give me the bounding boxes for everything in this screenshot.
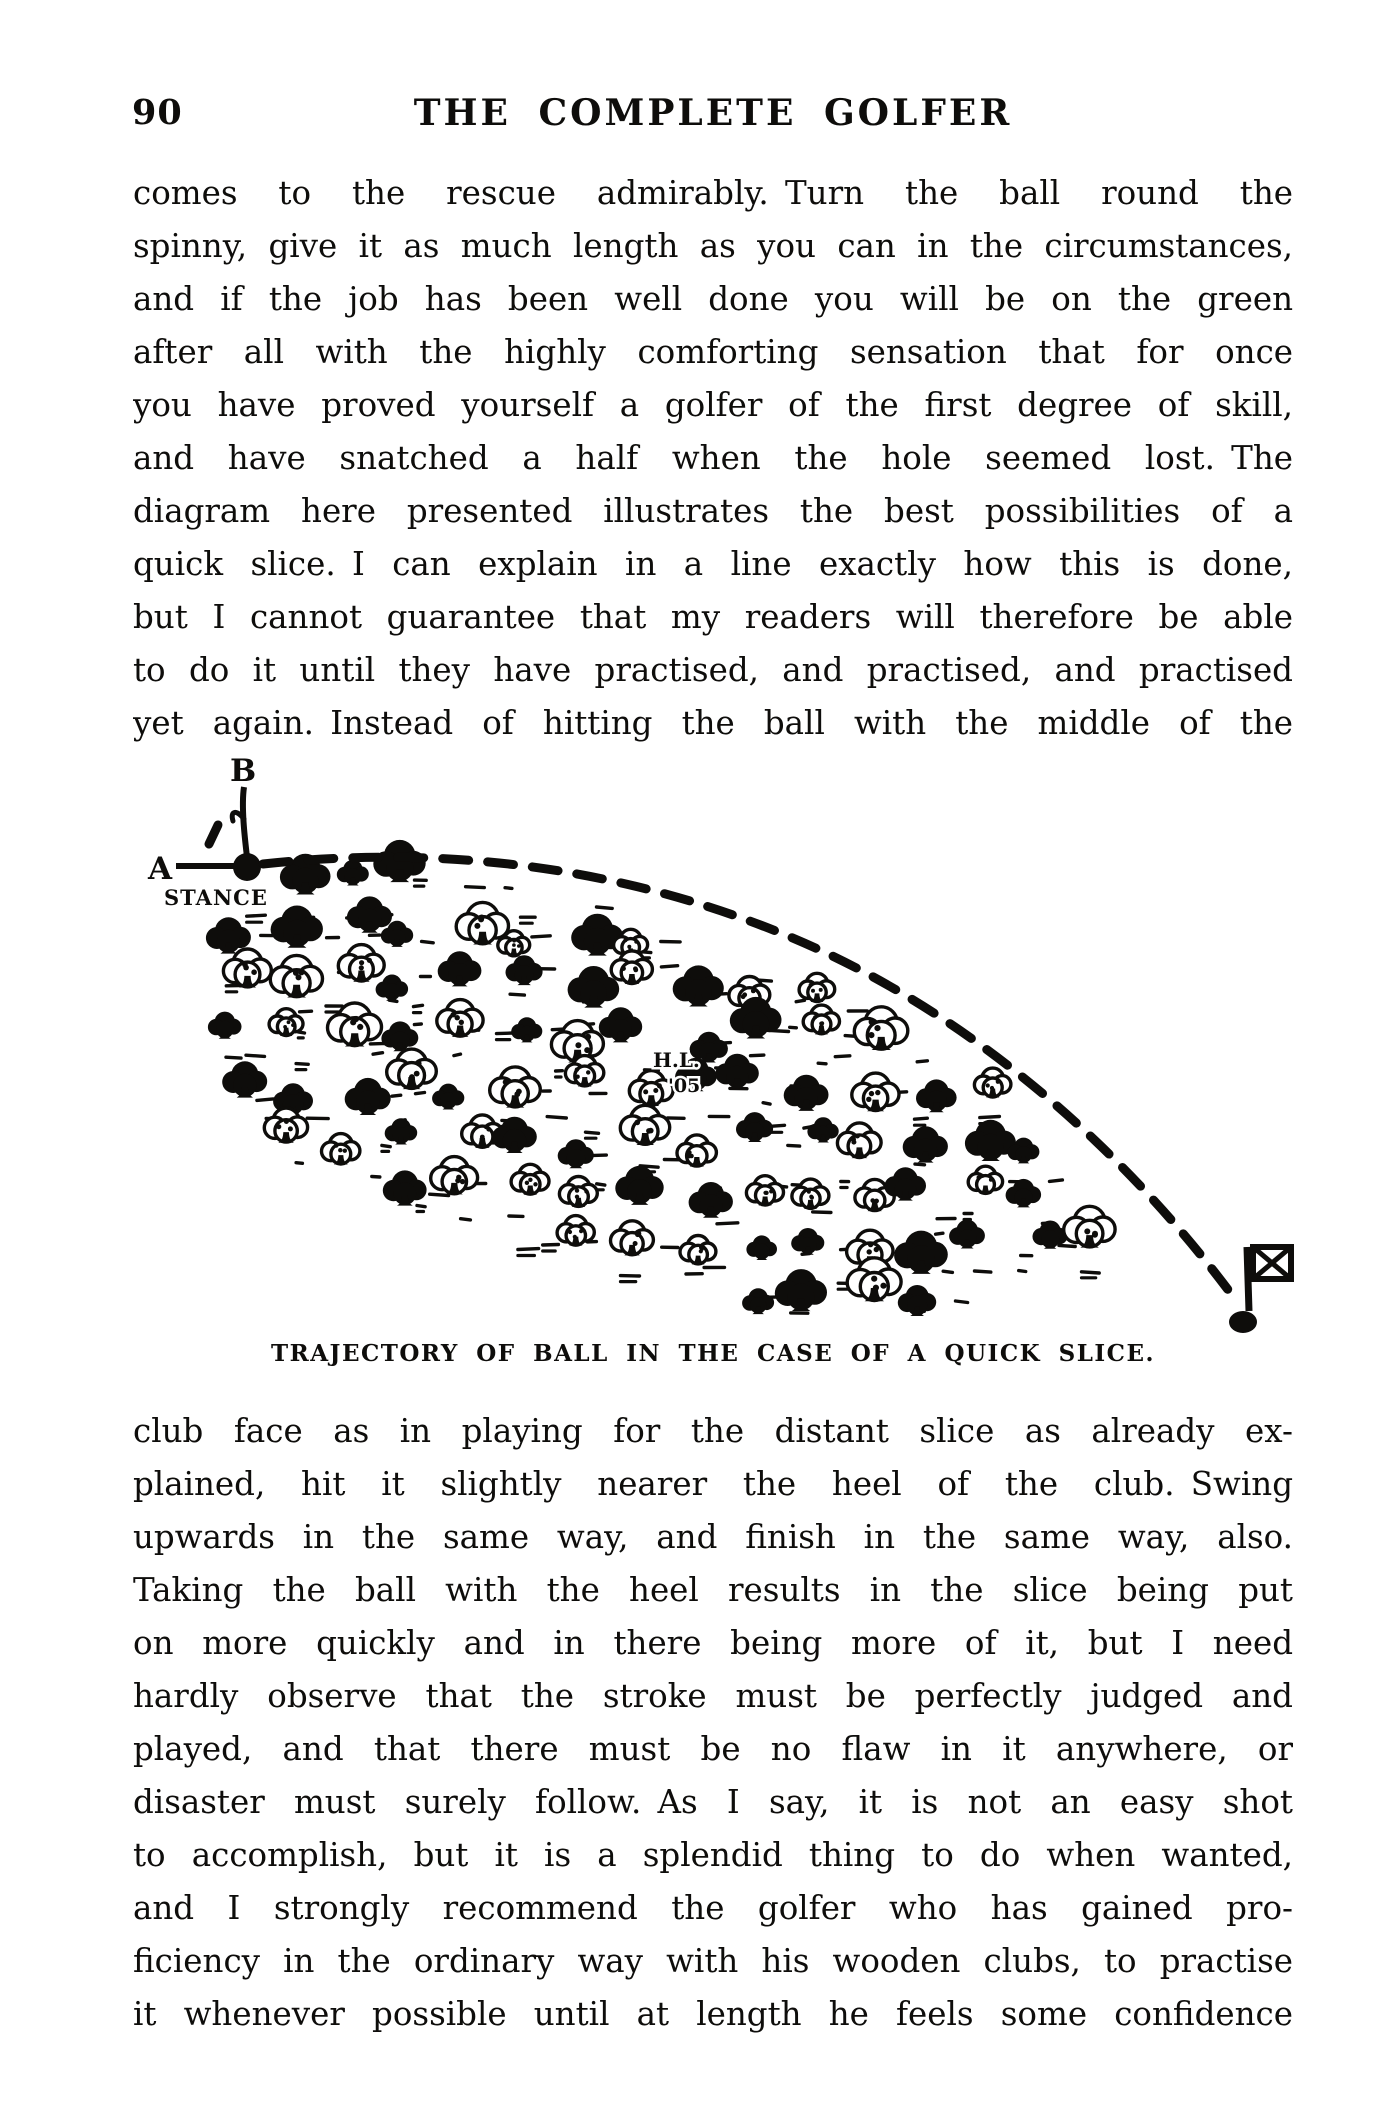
- text-line: ficiency in the ordinary way with his wooden clubs, to practise: [133, 1942, 1293, 1980]
- ground-stroke: [790, 1027, 797, 1028]
- ground-stroke: [373, 1053, 382, 1055]
- illustrator-signature: H.L.: [653, 1048, 700, 1072]
- illustrator-signature-year: '05: [668, 1075, 701, 1097]
- ball-marker: [233, 853, 261, 881]
- ground-stroke: [454, 1054, 461, 1056]
- ground-stroke: [917, 1061, 927, 1062]
- text-line: on more quickly and in there being more of it, but I need: [133, 1624, 1293, 1662]
- tree-glyph: [791, 1228, 824, 1255]
- tree-glyph: [381, 1021, 418, 1051]
- ground-stroke: [392, 1095, 401, 1096]
- ground-stroke: [414, 1005, 423, 1006]
- stance-line-vertical: [243, 787, 247, 857]
- ground-stroke: [382, 1145, 390, 1146]
- tree-glyph: [916, 1079, 957, 1112]
- stance-line-hook: [232, 812, 244, 821]
- tree-glyph: [558, 1139, 594, 1168]
- ground-stroke: [980, 1117, 1000, 1118]
- tree-glyph: [264, 1108, 307, 1143]
- tree-glyph: [338, 945, 384, 982]
- ground-stroke: [717, 1223, 738, 1224]
- text-line: club face as in playing for the distant slice as already ex-: [133, 1412, 1293, 1450]
- tree-glyph: [736, 1112, 773, 1142]
- text-line: comes to the rescue admirably. Turn the ball round the: [133, 174, 1293, 212]
- ground-stroke: [414, 1024, 421, 1025]
- point-label-a: A: [148, 851, 173, 887]
- tree-glyph: [884, 1167, 926, 1200]
- direction-tick: [209, 825, 218, 844]
- ground-stroke: [586, 1132, 599, 1133]
- text-line: Taking the ball with the heel results in the slice being put: [133, 1571, 1293, 1609]
- tree-glyph: [629, 1071, 673, 1106]
- tree-glyph: [611, 1221, 654, 1256]
- ground-stroke: [796, 1000, 804, 1001]
- text-line: yet again. Instead of hitting the ball with the middle of the: [133, 704, 1293, 742]
- ground-stroke: [505, 888, 512, 889]
- flag-icon: [1229, 1247, 1291, 1333]
- ground-stroke: [915, 1164, 925, 1165]
- ground-stroke: [372, 1177, 380, 1178]
- ground-stroke: [300, 1011, 312, 1012]
- ground-stroke: [975, 1271, 991, 1272]
- tree-glyph: [775, 1269, 827, 1311]
- tree-glyph: [222, 1061, 267, 1097]
- ground-stroke: [1082, 1272, 1100, 1273]
- text-line: upwards in the same way, and finish in the same way, also.: [133, 1518, 1293, 1556]
- ground-stroke: [466, 887, 485, 888]
- tree-glyph: [894, 1231, 948, 1274]
- ground-stroke: [430, 1194, 449, 1195]
- tree-glyph: [903, 1126, 948, 1162]
- tree-glyph: [746, 1176, 783, 1206]
- ground-stroke: [915, 1118, 928, 1119]
- tree-glyph: [949, 1220, 985, 1249]
- text-line: quick slice. I can explain in a line exactly how this is done,: [133, 545, 1293, 583]
- tree-glyph: [784, 1075, 829, 1111]
- ground-stroke: [751, 1055, 764, 1056]
- ground-stroke: [532, 936, 550, 937]
- stance-label: STANCE: [164, 885, 268, 910]
- tree-glyph: [611, 951, 652, 984]
- tree-glyph: [208, 1012, 242, 1039]
- text-line: spinny, give it as much length as you can in the circumstances,: [133, 227, 1293, 265]
- tree-glyph: [715, 1054, 758, 1089]
- ground-stroke: [763, 1103, 770, 1104]
- tree-glyph: [337, 860, 369, 886]
- ground-stroke: [417, 1206, 425, 1207]
- tree-glyph: [511, 1164, 549, 1194]
- text-line: after all with the highly comforting sensation that for once: [133, 333, 1293, 371]
- running-title: THE COMPLETE GOLFER: [413, 92, 1013, 134]
- tree-glyph: [437, 1000, 483, 1037]
- tree-glyph: [345, 1078, 391, 1115]
- ground-stroke: [835, 1056, 850, 1057]
- tree-glyph: [803, 1005, 839, 1034]
- tree-glyph: [492, 1117, 537, 1153]
- tree-glyph: [742, 1288, 774, 1314]
- ground-stroke: [936, 1233, 943, 1234]
- ground-stroke: [956, 1301, 968, 1303]
- ground-stroke: [247, 915, 266, 916]
- paragraph-1: [133, 167, 1293, 750]
- tree-glyph: [673, 965, 724, 1006]
- ground-stroke: [497, 1033, 514, 1034]
- text-line: and if the job has been well done you will be on the green: [133, 280, 1293, 318]
- hole-ball-marker: [1229, 1311, 1257, 1333]
- tree-glyph: [974, 1068, 1011, 1097]
- point-label-b: B: [230, 753, 257, 789]
- ground-stroke: [226, 1057, 241, 1058]
- tree-glyph: [854, 1007, 907, 1050]
- tree-glyph: [271, 906, 323, 948]
- text-line: and have snatched a half when the hole seemed lost. The: [133, 439, 1293, 477]
- ground-stroke: [416, 1093, 425, 1094]
- tree-glyph: [511, 1017, 542, 1042]
- tree-glyph: [438, 951, 482, 986]
- text-line: plained, hit it slightly nearer the heel of the club. Swing: [133, 1465, 1293, 1503]
- text-line: to accomplish, but it is a splendid thing to do when wanted,: [133, 1836, 1293, 1874]
- tree-glyph: [746, 1235, 777, 1260]
- tree-glyph: [557, 1216, 594, 1246]
- ground-stroke: [461, 1219, 471, 1220]
- tree-glyph: [677, 1135, 716, 1167]
- tree-glyph: [387, 1049, 437, 1089]
- tree-glyph: [559, 1177, 597, 1207]
- tree-glyph: [223, 949, 271, 988]
- tree-glyph: [799, 973, 835, 1002]
- ground-stroke: [422, 941, 434, 942]
- ground-stroke: [597, 1184, 605, 1185]
- text-line: it whenever possible until at length he feels some confidence: [133, 1995, 1293, 2033]
- text-line: played, and that there must be no flaw in it anywhere, or: [133, 1730, 1293, 1768]
- ground-stroke: [1059, 1245, 1075, 1246]
- tree-glyph: [620, 1105, 669, 1145]
- forest-illustration: [206, 840, 1115, 1316]
- tree-glyph: [431, 1157, 478, 1195]
- tree-glyph: [385, 1118, 417, 1144]
- tree-glyph: [505, 955, 542, 985]
- ground-stroke: [661, 966, 677, 967]
- trajectory-figure: [0, 745, 1390, 1345]
- tree-glyph: [376, 975, 408, 1001]
- ground-stroke: [813, 1212, 831, 1213]
- tree-glyph: [837, 1123, 881, 1158]
- tree-glyph: [432, 1084, 464, 1110]
- tree-glyph: [599, 1007, 642, 1042]
- tree-glyph: [490, 1067, 541, 1108]
- tree-glyph: [689, 1182, 733, 1218]
- text-line: you have proved yourself a golfer of the first degree of skill,: [133, 386, 1293, 424]
- ground-stroke: [547, 1117, 566, 1118]
- ground-stroke: [510, 994, 524, 995]
- ground-stroke: [1050, 1180, 1063, 1182]
- ground-stroke: [543, 1245, 559, 1246]
- tree-glyph: [615, 1166, 663, 1205]
- tree-glyph: [328, 1003, 382, 1046]
- ground-stroke: [1019, 1271, 1026, 1272]
- ground-stroke: [257, 1099, 273, 1101]
- ground-stroke: [518, 1249, 539, 1250]
- tree-glyph: [898, 1285, 936, 1316]
- ground-stroke: [788, 1145, 800, 1146]
- tree-glyph: [680, 1236, 716, 1265]
- tree-glyph: [322, 1134, 360, 1165]
- text-line: hardly observe that the stroke must be perfectly judged and: [133, 1677, 1293, 1715]
- ground-stroke: [818, 1063, 826, 1064]
- tree-glyph: [347, 896, 392, 932]
- ground-stroke: [943, 1271, 952, 1272]
- page-number: 90: [132, 92, 183, 133]
- tree-glyph: [852, 1073, 899, 1111]
- text-line: to do it until they have practised, and practised, and practised: [133, 651, 1293, 689]
- tree-glyph: [968, 1166, 1002, 1194]
- figure-caption: TRAJECTORY OF BALL IN THE CASE OF A QUICK SLICE.: [270, 1340, 1156, 1367]
- ground-stroke: [246, 1055, 265, 1056]
- tree-glyph: [383, 1170, 427, 1205]
- text-line: disaster must surely follow. As I say, it is not an easy shot: [133, 1783, 1293, 1821]
- tree-glyph: [807, 1117, 838, 1142]
- paragraph-2: [133, 1405, 1293, 2041]
- text-line: diagram here presented illustrates the best possibilities of a: [133, 492, 1293, 530]
- tree-glyph: [270, 955, 322, 997]
- ground-stroke: [296, 1064, 308, 1065]
- text-line: but I cannot guarantee that my readers will therefore be able: [133, 598, 1293, 636]
- text-line: and I strongly recommend the golfer who has gained pro-: [133, 1889, 1293, 1927]
- ground-stroke: [296, 1163, 302, 1164]
- tree-glyph: [269, 1009, 303, 1036]
- tree-glyph: [1064, 1206, 1115, 1247]
- ground-stroke: [597, 907, 613, 908]
